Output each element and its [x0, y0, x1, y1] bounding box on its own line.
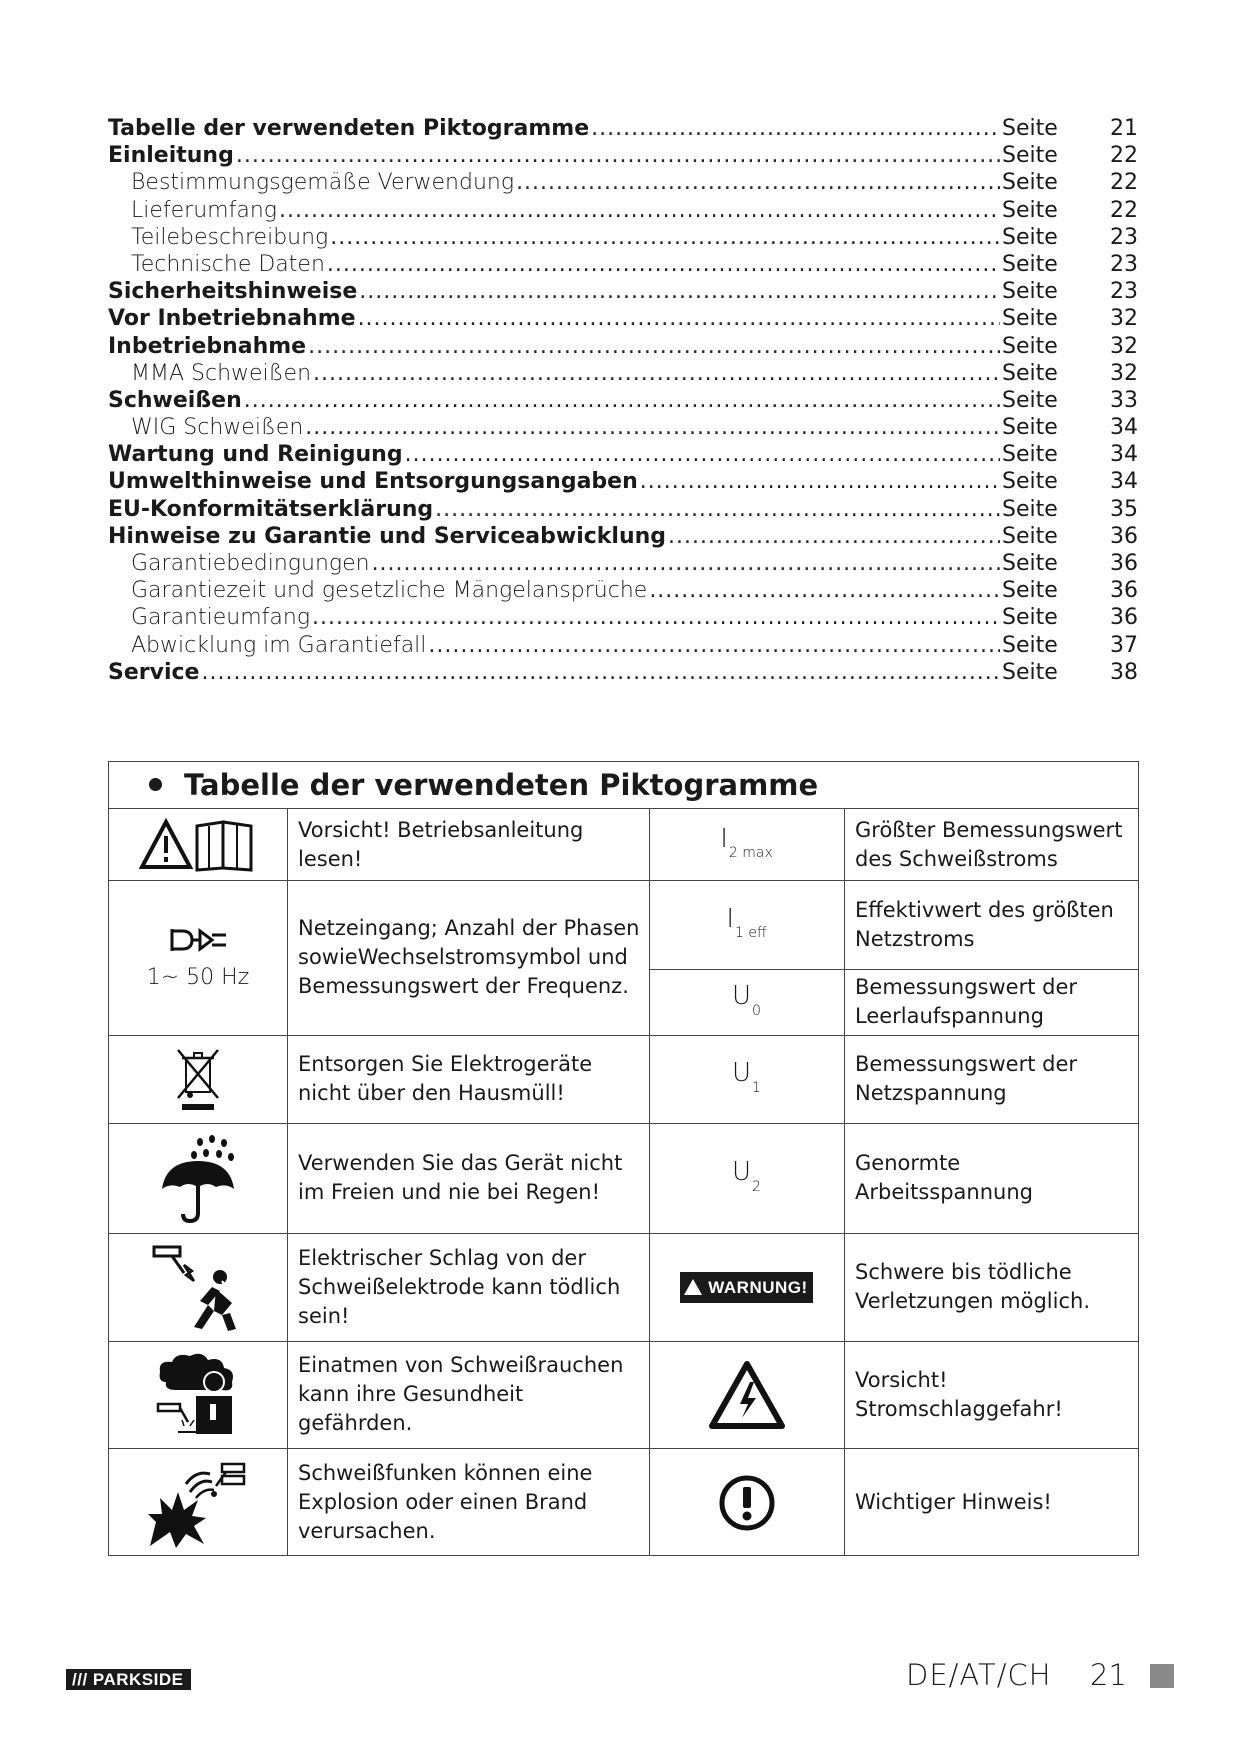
important-text: Wichtiger Hinweis!: [855, 1490, 1052, 1514]
fumes-text: Einatmen von Schweißrauchen kann ihre Gesundheit gefährden.: [298, 1353, 624, 1435]
toc-entry-title: Hinweise zu Garantie und Serviceabwicklung: [108, 523, 667, 549]
toc-page-number: 36: [1110, 578, 1138, 604]
toc-entry-title: Teilebeschreibung: [131, 224, 329, 250]
welding-sparks-icon: [109, 1448, 287, 1557]
u0-symbol: [649, 969, 844, 1035]
toc-page-number: 23: [1110, 224, 1138, 250]
i2max-base: I: [720, 823, 728, 854]
manual-warning-icon: [109, 809, 287, 880]
welding-fumes-icon: [109, 1341, 287, 1448]
language-region: DE/AT/CH: [906, 1658, 1052, 1692]
toc-seite-label: Seite: [1002, 659, 1058, 685]
toc-leader-dots: [358, 306, 1000, 331]
bullet-icon: [149, 778, 162, 791]
toc-entry[interactable]: [108, 225, 1138, 252]
electrode-shock-icon: [109, 1233, 287, 1341]
sparks-text: Schweißfunken können eine Explosion oder einen Brand verursachen.: [298, 1461, 593, 1543]
toc-leader-dots: [330, 225, 1000, 250]
toc-entry[interactable]: [108, 170, 1138, 197]
toc-entry[interactable]: [108, 524, 1138, 551]
toc-entry-title: Lieferumfang: [131, 197, 277, 223]
toc-seite-label: Seite: [1002, 333, 1058, 359]
i1eff-symbol: [649, 880, 844, 969]
toc-leader-dots: [313, 361, 1000, 386]
toc-seite-label: Seite: [1002, 578, 1058, 604]
toc-entry[interactable]: [108, 578, 1138, 605]
rain-text: Verwenden Sie das Gerät nicht im Freien und nie bei Regen!: [298, 1151, 623, 1204]
toc-leader-dots: [312, 605, 1000, 630]
toc-entry-title: Garantiezeit und gesetzliche Mängelansprüche: [131, 578, 648, 604]
u1-base: U: [732, 1058, 752, 1089]
toc-leader-dots: [359, 279, 1000, 304]
toc-seite-label: Seite: [1002, 496, 1058, 522]
u0-base: U: [732, 981, 752, 1012]
i2max-symbol: [649, 809, 844, 880]
toc-entry[interactable]: [108, 306, 1138, 333]
toc-entry-title: Tabelle der verwendeten Piktogramme: [108, 116, 590, 141]
toc-entry[interactable]: [108, 143, 1138, 170]
toc-seite-label: Seite: [1002, 605, 1058, 631]
toc-entry[interactable]: [108, 279, 1138, 306]
toc-seite-label: Seite: [1002, 469, 1058, 495]
toc-page-number: 36: [1110, 551, 1138, 576]
toc-seite-label: Seite: [1002, 279, 1058, 305]
toc-entry-title: Service: [108, 659, 200, 685]
mains-text: Netzeingang; Anzahl der Phasen sowieWechselstromsymbol und Bemessungswert der Frequenz.: [298, 916, 640, 998]
toc-seite-label: Seite: [1002, 197, 1058, 223]
toc-seite-label: Seite: [1002, 442, 1058, 468]
toc-page-number: 34: [1110, 442, 1138, 468]
toc-leader-dots: [327, 252, 1000, 277]
toc-leader-dots: [649, 578, 1000, 603]
toc-page-number: 38: [1110, 659, 1138, 685]
toc-entry-title: Garantieumfang: [131, 605, 311, 631]
weee-bin-icon: [109, 1035, 287, 1123]
toc-seite-label: Seite: [1002, 523, 1058, 549]
warnung-text: Schwere bis tödliche Verletzungen möglich.: [855, 1260, 1090, 1313]
toc-entry[interactable]: [108, 469, 1138, 496]
u2-symbol: [649, 1123, 844, 1233]
shock-text: Elektrischer Schlag von der Schweißelektrode kann tödlich sein!: [298, 1245, 621, 1328]
toc-page-number: 23: [1110, 251, 1138, 277]
toc-leader-dots: [305, 415, 1000, 440]
toc-entry-title: MMA Schweißen: [131, 360, 312, 386]
toc-page-number: 34: [1110, 415, 1138, 441]
toc-page-number: 21: [1110, 116, 1138, 141]
toc-leader-dots: [591, 116, 1000, 141]
toc-seite-label: Seite: [1002, 116, 1058, 141]
toc-entry-title: EU-Konformitätserklärung: [108, 496, 434, 522]
toc-entry-title: Umwelthinweise und Entsorgungsangaben: [108, 469, 638, 495]
i2max-text: Größter Bemessungswert des Schweißstroms: [855, 817, 1123, 871]
toc-page-number: 22: [1110, 170, 1138, 196]
toc-leader-dots: [236, 143, 1000, 168]
page-marker: [1150, 1664, 1174, 1688]
toc-page-number: 32: [1110, 333, 1138, 359]
toc-entry-title: Vor Inbetriebnahme: [108, 306, 356, 332]
toc-page-number: 22: [1110, 143, 1138, 169]
manual-text: Vorsicht! Betriebsanleitung lesen!: [298, 817, 584, 871]
toc-page-number: 36: [1110, 605, 1138, 631]
toc-entry[interactable]: [108, 415, 1138, 442]
toc-seite-label: Seite: [1002, 632, 1058, 658]
toc-page-number: 22: [1110, 197, 1138, 223]
parkside-logo: /// PARKSIDE: [66, 1669, 191, 1690]
toc-page-number: 33: [1110, 387, 1138, 413]
toc-entry[interactable]: [108, 388, 1138, 415]
toc-seite-label: Seite: [1002, 143, 1058, 169]
mains-input-icon: [109, 880, 287, 1035]
toc-entry[interactable]: [108, 198, 1138, 225]
pictogram-table-heading: Tabelle der verwendeten Piktogramme: [184, 768, 819, 802]
toc-entry-title: Bestimmungsgemäße Verwendung: [131, 170, 515, 196]
umbrella-rain-icon: [109, 1123, 287, 1233]
toc-page-number: 34: [1110, 469, 1138, 495]
toc-leader-dots: [279, 198, 1000, 223]
toc-seite-label: Seite: [1002, 224, 1058, 250]
i1eff-sub: 1 eff: [735, 925, 767, 942]
toc-entry[interactable]: [108, 442, 1138, 469]
toc-entry-title: Technische Daten: [131, 251, 325, 277]
toc-entry-title: Wartung und Reinigung: [108, 442, 403, 468]
toc-leader-dots: [668, 524, 1000, 549]
toc-entry[interactable]: [108, 660, 1138, 687]
toc-leader-dots: [372, 551, 1000, 576]
toc-leader-dots: [435, 497, 1000, 522]
mains-frequency-label: 1~ 50 Hz: [146, 965, 250, 990]
u2-text: Genormte Arbeitsspannung: [855, 1151, 1033, 1204]
u2-sub: 2: [752, 1178, 761, 1195]
toc-seite-label: Seite: [1002, 551, 1058, 576]
voltage-text: Vorsicht! Stromschlaggefahr!: [855, 1367, 1063, 1421]
toc-entry-title: WIG Schweißen: [131, 415, 304, 441]
warnung-label: WARNUNG!: [708, 1277, 808, 1297]
u0-text: Bemessungswert der Leerlaufspannung: [855, 975, 1077, 1028]
toc-entry-title: Einleitung: [108, 143, 234, 169]
toc-entry-title: Inbetriebnahme: [108, 333, 307, 359]
toc-leader-dots: [516, 170, 1000, 195]
toc-seite-label: Seite: [1002, 415, 1058, 441]
toc-entry-title: Abwicklung im Garantiefall: [131, 632, 427, 658]
weee-text: Entsorgen Sie Elektrogeräte nicht über den Hausmüll!: [298, 1052, 593, 1105]
toc-page-number: 23: [1110, 279, 1138, 305]
i2max-sub: 2 max: [728, 845, 773, 862]
toc-seite-label: Seite: [1002, 306, 1058, 332]
toc-entry[interactable]: [108, 497, 1138, 524]
u0-sub: 0: [752, 1002, 761, 1019]
toc-seite-label: Seite: [1002, 387, 1058, 413]
toc-entry[interactable]: [108, 334, 1138, 361]
toc-entry[interactable]: [108, 116, 1138, 143]
table-of-contents: [108, 116, 1138, 687]
warning-triangle-icon: [684, 1279, 702, 1295]
toc-seite-label: Seite: [1002, 360, 1058, 386]
toc-page-number: 36: [1110, 523, 1138, 549]
toc-entry-title: Schweißen: [108, 387, 242, 413]
toc-seite-label: Seite: [1002, 251, 1058, 277]
toc-entry[interactable]: [108, 551, 1138, 578]
toc-entry-title: Sicherheitshinweise: [108, 279, 358, 305]
toc-leader-dots: [308, 334, 1000, 359]
u1-symbol: [649, 1035, 844, 1123]
u1-text: Bemessungswert der Netzspannung: [855, 1052, 1077, 1105]
toc-page-number: 37: [1110, 632, 1138, 658]
toc-entry[interactable]: [108, 361, 1138, 388]
pictogram-table: [108, 761, 1139, 1556]
u1-sub: 1: [752, 1079, 761, 1096]
toc-entry[interactable]: [108, 605, 1138, 632]
toc-leader-dots: [201, 660, 1000, 685]
toc-leader-dots: [244, 388, 1000, 413]
warnung-sign: [649, 1233, 844, 1341]
toc-leader-dots: [428, 633, 1000, 658]
u2-base: U: [732, 1157, 752, 1188]
toc-page-number: 32: [1110, 360, 1138, 386]
page-number: 21: [1090, 1658, 1127, 1692]
toc-entry[interactable]: [108, 252, 1138, 279]
toc-page-number: 32: [1110, 306, 1138, 332]
toc-leader-dots: [640, 469, 1000, 494]
important-note-icon: [649, 1448, 844, 1557]
toc-page-number: 35: [1110, 496, 1138, 522]
i1eff-base: I: [726, 903, 735, 934]
toc-leader-dots: [405, 442, 1000, 467]
toc-entry-title: Garantiebedingungen: [131, 551, 370, 576]
toc-entry[interactable]: [108, 633, 1138, 660]
i1eff-text: Effektivwert des größten Netzstroms: [855, 897, 1114, 951]
high-voltage-icon: [649, 1341, 844, 1448]
pictogram-table-title: [109, 762, 1138, 809]
toc-seite-label: Seite: [1002, 170, 1058, 196]
